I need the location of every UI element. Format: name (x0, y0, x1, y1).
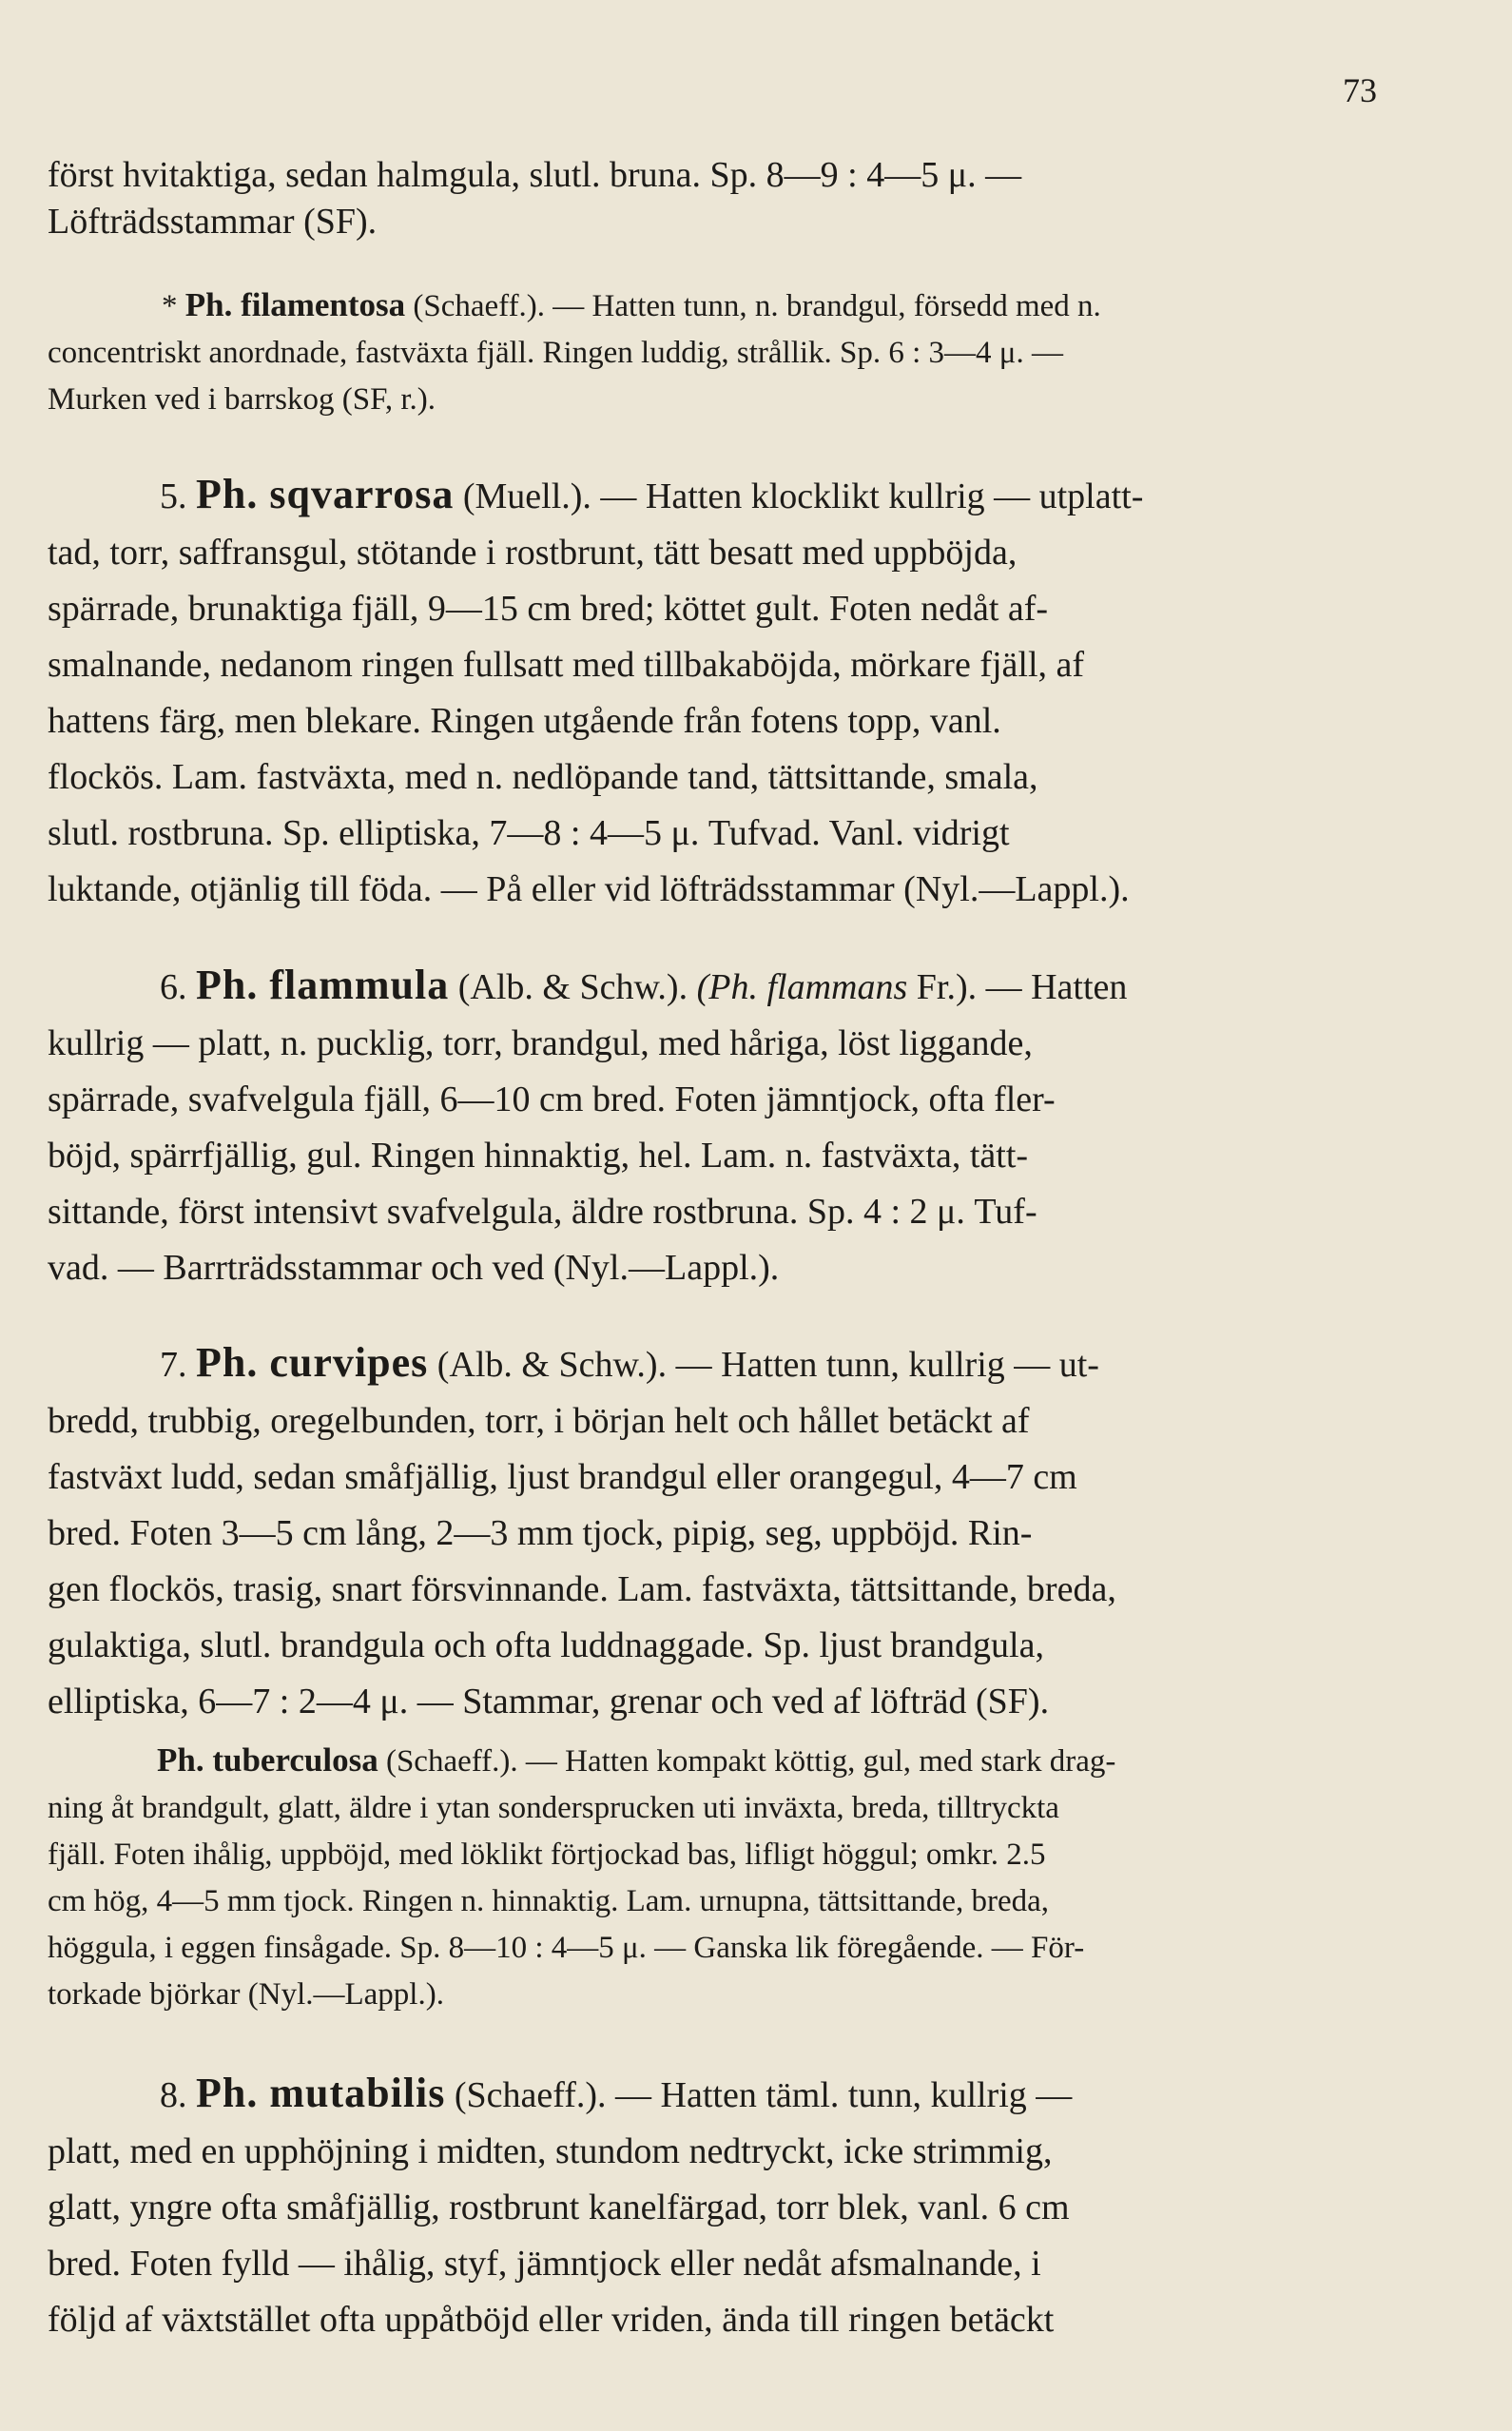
species-name: Ph. curvipes (196, 1339, 429, 1386)
text-line: cm hög, 4—5 mm tjock. Ringen n. hinnaktig. Lam. urnupna, tättsittande, breda, (48, 1884, 1050, 1918)
text-line: följd af växtstället ofta uppåtböjd eller vriden, ända till ringen betäckt (48, 2300, 1055, 2340)
text-line: platt, med en upphöjning i midten, stundom nedtryckt, icke strimmig, (48, 2131, 1053, 2171)
text-line: smalnande, nedanom ringen fullsatt med tillbakaböjda, mörkare fjäll, af (48, 645, 1085, 685)
text-line: hattens färg, men blekare. Ringen utgående från fotens topp, vanl. (48, 701, 1001, 741)
entry-sqvarrosa (48, 466, 1445, 918)
text-line: bredd, trubbig, oregelbunden, torr, i början helt och hållet betäckt af (48, 1401, 1030, 1441)
text-segment: Fr.). — Hatten (916, 967, 1128, 1007)
text-segment: (Schaeff.). — Hatten tunn, n. brandgul, försedd med n. (413, 289, 1101, 323)
page-number: 73 (1343, 71, 1377, 109)
text-segment: (Muell.). — Hatten klocklikt kullrig — utplatt- (462, 476, 1144, 516)
text-segment: (Schaeff.). — Hatten täml. tunn, kullrig — (454, 2075, 1073, 2115)
text-line: vad. — Barrträdsstammar och ved (Nyl.—Lappl.). (48, 1248, 780, 1288)
text-line: fastväxt ludd, sedan småfjällig, ljust brandgul eller orangegul, 4—7 cm (48, 1457, 1077, 1497)
text-line: först hvitaktiga, sedan halmgula, slutl. bruna. Sp. 8—9 : 4—5 μ. — (48, 155, 1022, 195)
text-line: spärrade, svafvelgula fjäll, 6—10 cm bred. Foten jämntjock, ofta fler- (48, 1079, 1056, 1119)
text-line: böjd, spärrfjällig, gul. Ringen hinnaktig, hel. Lam. n. fastväxta, tätt- (48, 1136, 1029, 1176)
text-line: höggula, i eggen finsågade. Sp. 8—10 : 4—5 μ. — Ganska lik föregående. — För- (48, 1931, 1085, 1965)
entry-number: 7. (160, 1345, 187, 1385)
species-name: Ph. filamentosa (184, 286, 406, 323)
text-segment: (Alb. & Schw.). — Hatten tunn, kullrig — ut- (436, 1345, 1099, 1385)
text-line: Löfträdsstammar (SF). (48, 202, 378, 242)
text-line: slutl. rostbruna. Sp. elliptiska, 7—8 : 4—5 μ. Tufvad. Vanl. vidrigt (48, 813, 1010, 853)
text-line: bred. Foten 3—5 cm lång, 2—3 mm tjock, pipig, seg, uppböjd. Rin- (48, 1513, 1033, 1553)
authority: (Alb. & Schw.). (457, 967, 688, 1007)
entry-tuberculosa (48, 1737, 1445, 2018)
text-line: ning åt brandgult, glatt, äldre i ytan sondersprucken uti inväxta, breda, tilltryckta (48, 1791, 1059, 1825)
synonym-prefix: (Ph. (696, 967, 758, 1007)
text-line: glatt, yngre ofta småfjällig, rostbrunt kanelfärgad, torr blek, vanl. 6 cm (48, 2188, 1070, 2227)
species-name: Ph. flammula (196, 962, 450, 1008)
species-name: Ph. mutabilis (196, 2070, 446, 2116)
entry-filamentosa (48, 282, 1445, 423)
text-line: flockös. Lam. fastväxta, med n. nedlöpande tand, tättsittande, smala, (48, 757, 1038, 797)
text-line: bred. Foten fylld — ihålig, styf, jämntjock eller nedåt afsmalnande, i (48, 2244, 1041, 2284)
species-name: Ph. sqvarrosa (196, 471, 455, 517)
entry-mutabilis (48, 2065, 1445, 2348)
text-line: gulaktiga, slutl. brandgula och ofta luddnaggade. Sp. ljust brandgula, (48, 1625, 1044, 1665)
text-segment: (Schaeff.). — Hatten kompakt köttig, gul, med stark drag- (385, 1744, 1116, 1779)
text-line: fjäll. Foten ihålig, uppböjd, med löklikt förtjockad bas, lifligt höggul; omkr. 2.5 (48, 1838, 1046, 1872)
text-line: torkade björkar (Nyl.—Lappl.). (48, 1977, 444, 2012)
text-line: elliptiska, 6—7 : 2—4 μ. — Stammar, grenar och ved af löfträd (SF). (48, 1682, 1050, 1721)
entry-flammula (48, 957, 1445, 1296)
text-line: sittande, först intensivt svafvelgula, äldre rostbruna. Sp. 4 : 2 μ. Tuf- (48, 1192, 1037, 1232)
text-line: tad, torr, saffransgul, stötande i rostbrunt, tätt besatt med uppböjda, (48, 533, 1018, 573)
text-line: spärrade, brunaktiga fjäll, 9—15 cm bred; köttet gult. Foten nedåt af- (48, 589, 1049, 629)
intro-paragraph (48, 152, 1445, 245)
entry-number: 5. (160, 476, 187, 516)
note-marker: * (162, 289, 178, 323)
entry-number: 8. (160, 2075, 187, 2115)
text-line: Murken ved i barrskog (SF, r.). (48, 382, 436, 417)
text-line: gen flockös, trasig, snart försvinnande. Lam. fastväxta, tättsittande, breda, (48, 1569, 1116, 1609)
synonym-epithet: flammans (766, 967, 908, 1007)
text-line: concentriskt anordnade, fastväxta fjäll. Ringen luddig, strållik. Sp. 6 : 3—4 μ. — (48, 336, 1063, 370)
entry-number: 6. (160, 967, 187, 1007)
entry-curvipes (48, 1334, 1445, 1730)
text-line: luktande, otjänlig till föda. — På eller vid löfträdsstammar (Nyl.—Lappl.). (48, 869, 1130, 909)
text-line: kullrig — platt, n. pucklig, torr, brandgul, med håriga, löst liggande, (48, 1023, 1033, 1063)
species-name: Ph. tuberculosa (157, 1741, 378, 1779)
